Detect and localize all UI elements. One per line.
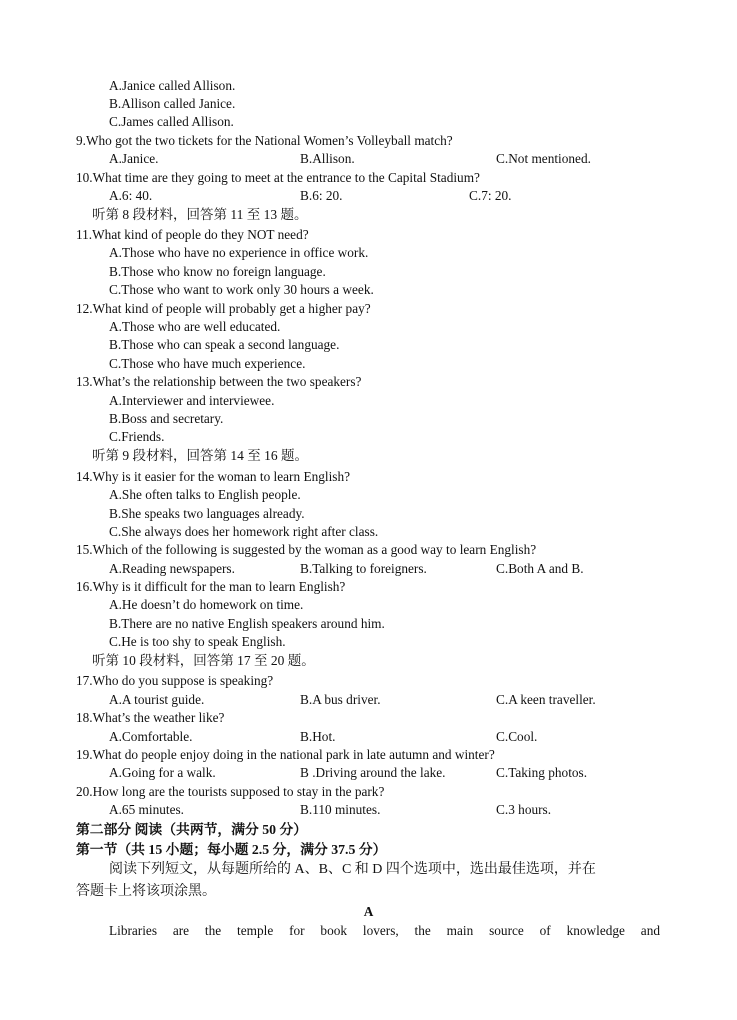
- q17-option-c: C.A keen traveller.: [496, 692, 596, 707]
- q9-question: 9.Who got the two tickets for the National Women’s Volleyball match?: [76, 133, 453, 148]
- section-instruction-8: 听第 8 段材料，回答第 11 至 13 题。: [92, 207, 308, 222]
- part-two-heading: 第二部分 阅读（共两节，满分 50 分）: [76, 822, 308, 837]
- q12-option-b: B.Those who can speak a second language.: [109, 337, 340, 352]
- q15-question: 15.Which of the following is suggested by the woman as a good way to learn English?: [76, 542, 537, 557]
- q11-option-c: C.Those who want to work only 30 hours a week.: [109, 282, 374, 297]
- section-instruction-9: 听第 9 段材料，回答第 14 至 16 题。: [92, 448, 308, 463]
- q13-question: 13.What’s the relationship between the two speakers?: [76, 374, 362, 389]
- q16-question: 16.Why is it difficult for the man to learn English?: [76, 579, 346, 594]
- q10-option-c: C.7: 20.: [469, 188, 512, 203]
- q13-option-b: B.Boss and secretary.: [109, 411, 224, 426]
- q13-option-a: A.Interviewer and interviewee.: [109, 393, 275, 408]
- reading-instruction-line-1: 阅读下列短文，从每题所给的 A、B、C 和 D 四个选项中，选出最佳选项，并在: [109, 862, 596, 877]
- q14-option-a: A.She often talks to English people.: [109, 487, 301, 502]
- q14-question: 14.Why is it easier for the woman to learn English?: [76, 469, 350, 484]
- q14-option-b: B.She speaks two languages already.: [109, 506, 305, 521]
- q18-option-a: A.Comfortable.: [109, 729, 193, 744]
- q10-option-a: A.6: 40.: [109, 188, 153, 203]
- q11-question: 11.What kind of people do they NOT need?: [76, 227, 309, 242]
- q8-option-c: C.James called Allison.: [109, 114, 234, 129]
- q17-question: 17.Who do you suppose is speaking?: [76, 673, 274, 688]
- q15-option-c: C.Both A and B.: [496, 561, 584, 576]
- q8-option-a: A.Janice called Allison.: [109, 78, 236, 93]
- q16-option-c: C.He is too shy to speak English.: [109, 634, 286, 649]
- q16-option-a: A.He doesn’t do homework on time.: [109, 597, 304, 612]
- q11-option-b: B.Those who know no foreign language.: [109, 264, 326, 279]
- q12-question: 12.What kind of people will probably get a higher pay?: [76, 301, 371, 316]
- q18-option-c: C.Cool.: [496, 729, 538, 744]
- q14-option-c: C.She always does her homework right after class.: [109, 524, 379, 539]
- section-one-heading: 第一节（共 15 小题；每小题 2.5 分，满分 37.5 分）: [76, 842, 387, 857]
- q19-option-c: C.Taking photos.: [496, 765, 588, 780]
- q9-option-b: B.Allison.: [300, 151, 355, 166]
- q20-option-a: A.65 minutes.: [109, 802, 184, 817]
- q20-question: 20.How long are the tourists supposed to stay in the park?: [76, 784, 385, 799]
- q19-option-b: B .Driving around the lake.: [300, 765, 446, 780]
- q18-question: 18.What’s the weather like?: [76, 710, 225, 725]
- q20-option-b: B.110 minutes.: [300, 802, 381, 817]
- q16-option-b: B.There are no native English speakers around him.: [109, 616, 385, 631]
- passage-text: Libraries are the temple for book lovers, the main source of knowledge and: [109, 923, 660, 938]
- q19-question: 19.What do people enjoy doing in the national park in late autumn and winter?: [76, 747, 495, 762]
- q9-option-c: C.Not mentioned.: [496, 151, 591, 166]
- q19-option-a: A.Going for a walk.: [109, 765, 216, 780]
- q18-option-b: B.Hot.: [300, 729, 336, 744]
- q8-option-b: B.Allison called Janice.: [109, 96, 236, 111]
- q11-option-a: A.Those who have no experience in office work.: [109, 245, 369, 260]
- q10-option-b: B.6: 20.: [300, 188, 343, 203]
- q9-option-a: A.Janice.: [109, 151, 159, 166]
- q10-question: 10.What time are they going to meet at the entrance to the Capital Stadium?: [76, 170, 480, 185]
- q20-option-c: C.3 hours.: [496, 802, 552, 817]
- q13-option-c: C.Friends.: [109, 429, 165, 444]
- q17-option-a: A.A tourist guide.: [109, 692, 205, 707]
- section-instruction-10: 听第 10 段材料，回答第 17 至 20 题。: [92, 653, 315, 668]
- q17-option-b: B.A bus driver.: [300, 692, 381, 707]
- q15-option-b: B.Talking to foreigners.: [300, 561, 427, 576]
- passage-label: A: [363, 904, 374, 919]
- q12-option-c: C.Those who have much experience.: [109, 356, 306, 371]
- q12-option-a: A.Those who are well educated.: [109, 319, 281, 334]
- reading-instruction-line-2: 答题卡上将该项涂黑。: [76, 884, 216, 899]
- q15-option-a: A.Reading newspapers.: [109, 561, 235, 576]
